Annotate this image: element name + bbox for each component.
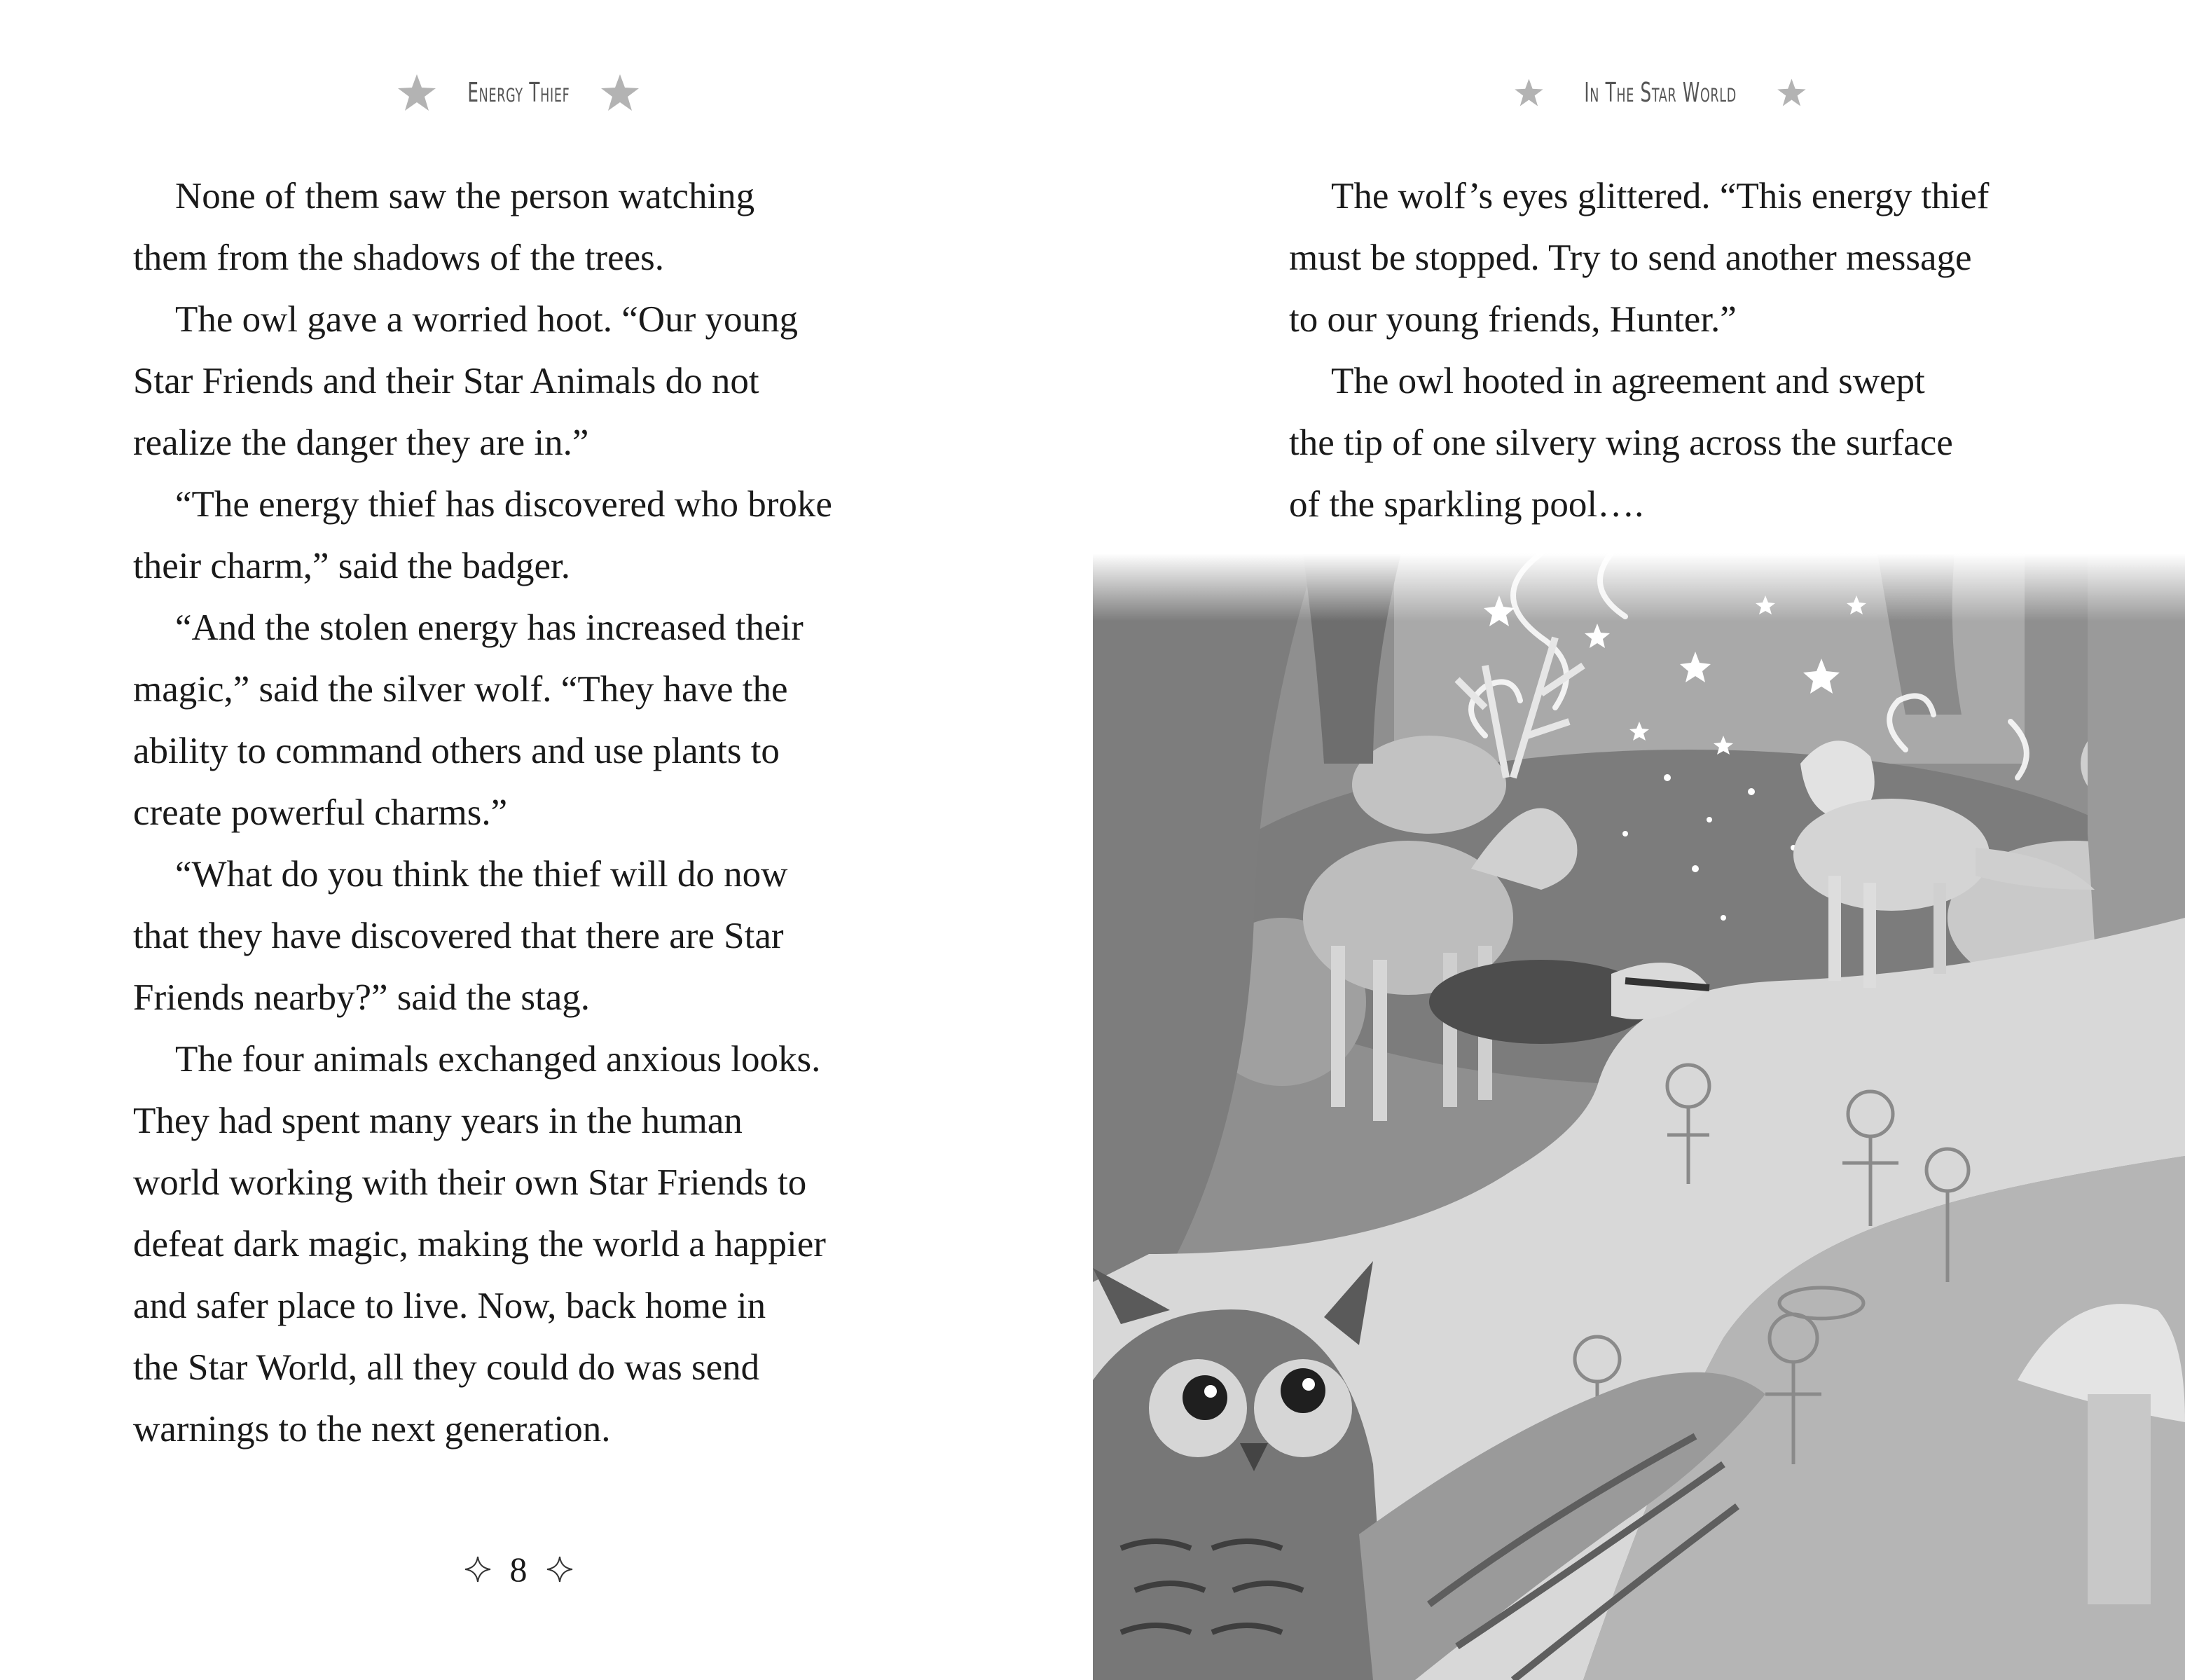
running-head-title: In The Star World <box>1584 77 1737 108</box>
text-line: them from the shadows of the trees. <box>133 237 664 278</box>
star-ornament-icon <box>1776 71 1807 113</box>
star-ornament-icon <box>599 71 641 113</box>
star-ornament-icon <box>1513 71 1545 113</box>
text-line: the Star World, all they could do was send <box>133 1347 760 1388</box>
text-line: They had spent many years in the human <box>133 1101 743 1141</box>
forest-pool-illustration <box>1093 553 2185 1680</box>
text-line: of the sparkling pool…. <box>1289 484 1644 525</box>
text-line: “The energy thief has discovered who broke <box>175 484 832 525</box>
text-line: Star Friends and their Star Animals do not <box>133 361 759 401</box>
text-line: their charm,” said the badger. <box>133 546 570 586</box>
text-line: The owl gave a worried hoot. “Our young <box>175 299 798 340</box>
text-line: magic,” said the silver wolf. “They have the <box>133 669 788 710</box>
right-body-text <box>1289 165 2081 535</box>
text-line: Friends nearby?” said the stag. <box>133 977 590 1018</box>
text-line: ability to command others and use plants to <box>133 731 780 771</box>
text-line: create powerful charms.” <box>133 792 508 833</box>
text-line: “What do you think the thief will do now <box>175 854 788 895</box>
text-line: None of them saw the person watching <box>175 176 755 216</box>
text-line: defeat dark magic, making the world a happier <box>133 1224 826 1265</box>
text-line: “And the stolen energy has increased their <box>175 607 804 648</box>
text-line: warnings to the next generation. <box>133 1409 611 1450</box>
sparkle-icon <box>464 1555 492 1583</box>
text-line: the tip of one silvery wing across the surface <box>1289 422 1953 463</box>
sparkle-icon <box>546 1555 574 1583</box>
text-line: The wolf’s eyes glittered. “This energy thief <box>1331 176 1990 216</box>
illustration-svg <box>1093 553 2185 1680</box>
text-line: to our young friends, Hunter.” <box>1289 299 1737 340</box>
text-line: that they have discovered that there are Star <box>133 916 784 956</box>
text-line: realize the danger they are in.” <box>133 422 589 463</box>
text-line: and safer place to live. Now, back home in <box>133 1286 766 1326</box>
page-number-folio <box>448 1541 588 1597</box>
left-body-text <box>133 165 918 1460</box>
text-line: world working with their own Star Friends to <box>133 1162 807 1203</box>
text-line: must be stopped. Try to send another message <box>1289 237 1972 278</box>
running-head-title: Energy Thief <box>467 77 570 108</box>
star-ornament-icon <box>396 71 438 113</box>
text-line: The four animals exchanged anxious looks. <box>175 1039 821 1080</box>
page-number: 8 <box>509 1550 528 1589</box>
text-line: The owl hooted in agreement and swept <box>1331 361 1925 401</box>
left-running-head <box>392 64 645 121</box>
top-fade <box>1093 553 2185 1680</box>
right-running-head <box>1513 64 1807 121</box>
